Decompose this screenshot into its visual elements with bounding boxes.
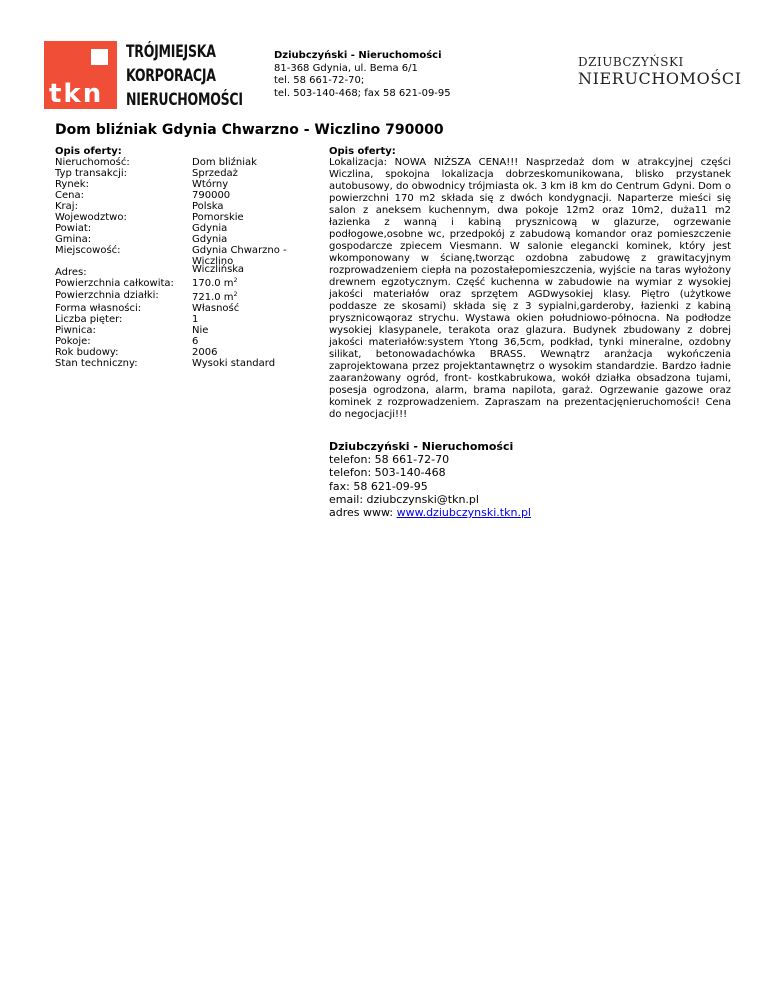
logo-wordmark (126, 40, 256, 112)
label-commune: Gmina: (55, 234, 92, 245)
website-label: adres www: (329, 506, 397, 520)
value-rooms: 6 (192, 336, 199, 347)
value-basement: Nie (192, 325, 209, 336)
brand-line-1: DZIUBCZYŃSKI (578, 55, 684, 69)
website-link[interactable]: www.dziubczynski.tkn.pl (396, 506, 531, 520)
agency-address: 81-368 Gdynia, ul. Bema 6/1 (274, 62, 418, 74)
brand-line-2: NIERUCHOMOŚCI (578, 69, 742, 88)
label-basement: Piwnica: (55, 325, 96, 336)
logo-line-3: NIERUCHOMOŚCI (126, 90, 243, 110)
value-plot-area (192, 292, 302, 303)
plot-area-number: 721.0 m (192, 292, 234, 303)
value-year: 2006 (192, 347, 218, 358)
label-price: Cena: (55, 190, 84, 201)
label-property: Nieruchomość: (55, 157, 130, 168)
label-floors: Liczba pięter: (55, 314, 123, 325)
value-market: Wtórny (192, 179, 229, 190)
logo-line-2: KORPORACJA (126, 66, 216, 86)
value-total-area (192, 278, 302, 289)
agency-phone-2: tel. 503-140-468; fax 58 621-09-95 (274, 87, 451, 99)
value-condition: Wysoki standard (192, 358, 276, 369)
agency-phone-1: tel. 58 661-72-70; (274, 75, 365, 86)
page-title: Dom bliźniak Gdynia Chwarzno - Wiczlino 790000 (55, 122, 444, 138)
label-rooms: Pokoje: (55, 336, 91, 347)
contact-phone-2: telefon: 503-140-468 (329, 466, 446, 480)
contact-block (329, 440, 531, 519)
contact-name: Dziubczyński - Nieruchomości (329, 440, 514, 453)
description-heading: Opis oferty: (329, 146, 396, 157)
contact-website (329, 506, 531, 519)
brand-logo (578, 55, 742, 89)
value-county: Gdynia (192, 223, 228, 234)
label-market: Rynek: (55, 179, 89, 190)
label-ownership: Forma własności: (55, 303, 142, 314)
contact-phone-1: telefon: 58 661-72-70 (329, 453, 450, 467)
company-logo (44, 41, 117, 109)
logo-square-mark (91, 49, 108, 65)
area-unit-exponent: 2 (233, 291, 238, 298)
value-city-line-1: Gdynia Chwarzno - (192, 245, 287, 256)
value-commune: Gdynia (192, 234, 228, 245)
value-city-line-2: Wiczlino (192, 256, 234, 267)
logo-mark-text: tkn (49, 79, 104, 109)
value-price: 790000 (192, 190, 231, 201)
logo-line-1: TRÓJMIEJSKA (126, 42, 216, 62)
value-floors: 1 (192, 314, 199, 325)
value-ownership: Własność (192, 303, 240, 314)
value-transaction: Sprzedaż (192, 168, 238, 179)
label-plot-area: Powierzchnia działki: (55, 290, 159, 301)
label-county: Powiat: (55, 223, 92, 234)
label-year: Rok budowy: (55, 347, 119, 358)
total-area-number: 170.0 m (192, 278, 234, 289)
label-total-area: Powierzchnia całkowita: (55, 278, 174, 289)
value-country: Polska (192, 201, 224, 212)
agency-info (274, 50, 451, 100)
label-city: Miejscowość: (55, 245, 121, 256)
value-voivodeship: Pomorskie (192, 212, 244, 223)
label-condition: Stan techniczny: (55, 358, 138, 369)
contact-fax: fax: 58 621-09-95 (329, 479, 428, 493)
offer-description: Lokalizacja: NOWA NIŻSZA CENA!!! Nasprzedaż dom w atrakcyjnej części Wiczlina, spokojna lokalizacja dobrzeskomunikowana, blisko przystanek autobusowy, do obwodnicy trójmiasta ok. 3 km i8 km do Centrum Gdyni. Dom o powierzchni 170 m2 składa się z dwóch kondygnacji. Naparterze mieści się salon z aneksem kuchennym, dwa pokoje 12m2 oraz 10m2, duża11 m2 łazienka z wanną i kabiną prysznicową w glazurze, ogrzewanie podłogowe,osobne wc, przedpokój z zabudową komandor oraz pomieszczenie gospodarcze zpiecem Viesmann. W salonie elegancki kominek, który jest wkomponowany w ścianę,tworząc ozdobna zabudowę z grawitacyjnym rozprowadzeniem ciepła na pozostałepomieszczenia, wyjście na taras wyłożony drewnem egzotycznym. Część kuchenna w zabudowie na wymiar z wysokiej jakości materiałów oraz sprzętem AGDwysokiej klasy. Piętro (użytkowe poddasze ze skosami) składa się z 3 sypialni,garderoby, łazienki z kabiną prysznicowąoraz strychu. Wystawa okien południowo-północna. Na podłodze wysokiej klasypanele, terakota oraz glazura. Budynek zbudowany z dobrej jakości materiałów:system Ytong 36,5cm, podkład, tynki mineralne, ozdobny silikat, betonowadachówka BRASS. Wewnątrz aranżacja wykończenia zaprojektowana przez projektantawnętrz o wysokim standardzie. Bardzo ładnie zaaranżowany ogród, front- kostkabrukowa, wokół działka obsadzona tujami, posesja ogrodzona, alarm, brama napilota, garaż. Ogrzewanie gazowe oraz kominek z rozprowadzeniem. Zapraszam na prezentacjęnieruchomości! Cena do negocjacji!!! (329, 157, 731, 420)
area-unit-exponent: 2 (233, 277, 238, 284)
contact-email: email: dziubczynski@tkn.pl (329, 492, 479, 506)
label-country: Kraj: (55, 201, 78, 212)
offer-details-heading: Opis oferty: (55, 146, 122, 157)
value-address: Wiczlińska (192, 264, 245, 275)
label-address: Adres: (55, 267, 87, 278)
label-voivodeship: Wojewodztwo: (55, 212, 127, 223)
agency-name: Dziubczyński - Nieruchomości (274, 50, 442, 61)
value-property: Dom bliźniak (192, 157, 257, 168)
label-transaction: Typ transakcji: (55, 168, 128, 179)
